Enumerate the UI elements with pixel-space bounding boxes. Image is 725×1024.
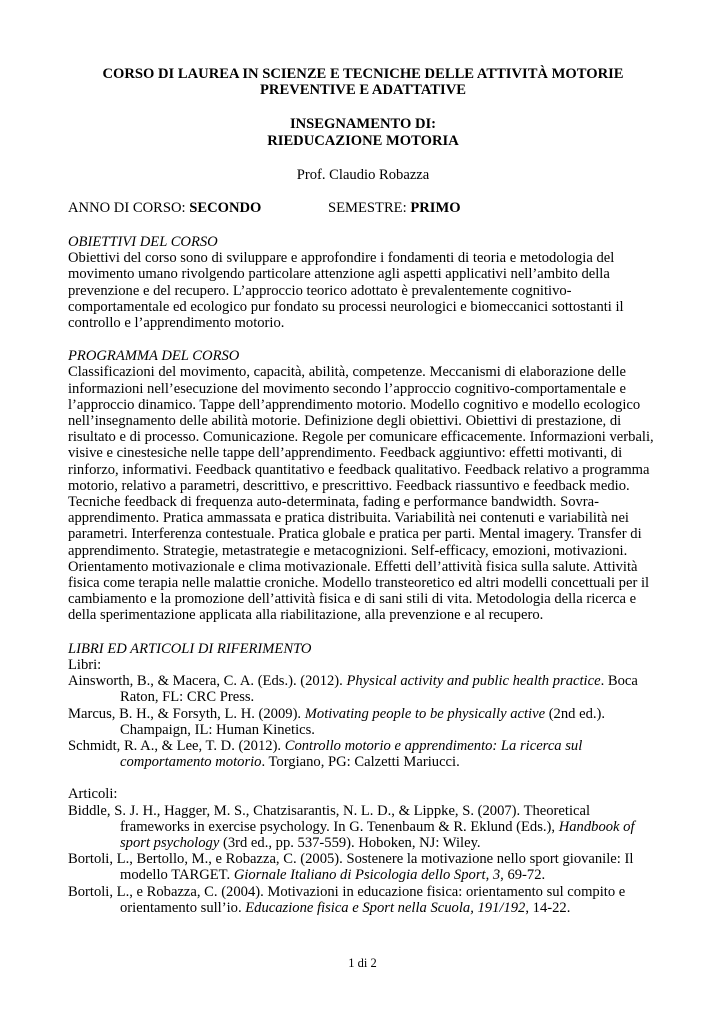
program-heading: PROGRAMMA DEL CORSO (68, 348, 240, 365)
ref-title: Physical activity and public health practice (346, 673, 601, 690)
ref-authors: Schmidt, R. A., & Lee, T. D. (2012). (68, 737, 285, 754)
article-reference (68, 803, 658, 852)
course-year-value: SECONDO (189, 200, 262, 217)
course-meta (68, 200, 658, 217)
program-text: Classificazioni del movimento, capacità, abilità, competenze. Meccanismi di elaborazione delle informazioni nell’esecuzione del movimento secondo l’approccio cognitivo-comportamentale e l’approccio dinamico. Tappe dell’apprendimento motorio. Modello cognitivo e modello ecologico nell’insegnamento delle abilità motorie. Definizione degli obiettivi. Obiettivi di prestazione, di risultato e di processo. Comunicazione. Regole per comunicare efficacemente. Informazioni verbali, visive e cinestesiche nelle tappe dell’apprendimento. Feedback aggiuntivo: effetti motivanti, di rinforzo, informativi. Feedback quantitativo e feedback qualitativo. Feedback relativo a programma motorio, relativo a parametri, descrittivo, e prescrittivo. Feedback riassuntivo e feedback medio. Tecniche feedback di frequenza auto-determinata, fading e performance bandwidth. Sovra-apprendimento. Pratica ammassata e pratica distribuita. Variabilità nei contenuti e variabilità nei parametri. Interferenza contestuale. Pratica globale e pratica per parti. Mental imagery. Transfer di apprendimento. Strategie, metastrategie e metacognizioni. Self-efficacy, emozioni, motivazioni. Orientamento motivazionale e clima motivazionale. Effetti dell’attività fisica sulla salute. Attività fisica come terapia nelle malattie croniche. Modello transteoretico ed altri modelli concettuali per il cambiamento e la promozione dell’attività fisica e di sani stili di vita. Metodologia della ricerca e della sperimentazione applicata alla riabilitazione, alla prevenzione e al recupero. (68, 364, 654, 624)
article-reference (68, 851, 658, 883)
course-year (68, 200, 261, 216)
book-reference (68, 706, 658, 738)
book-reference (68, 673, 658, 705)
ref-authors: Marcus, B. H., & Forsyth, L. H. (2009). (68, 705, 305, 722)
objectives-heading: OBIETTIVI DEL CORSO (68, 234, 218, 251)
ref-volume: , 191/192 (470, 899, 526, 916)
course-year-label: ANNO DI CORSO: (68, 200, 190, 217)
ref-publisher: (3rd ed., pp. 537-559). Hoboken, NJ: Wiley. (219, 834, 481, 851)
objectives-text: Obiettivi del corso sono di sviluppare e approfondire i fondamenti di teoria e metodologia del movimento umano rivolgendo particolare attenzione agli aspetti applicativi nell’ambito della prevenzione e del recupero. L’approccio teorico adottato è prevalentemente cognitivo-comportamentale ed ecologico pur fondato su processi neurologici e biomeccanici sottostanti il controllo e l’apprendimento motorio. (68, 250, 624, 332)
ref-title: Handbook of sport psychology (120, 818, 635, 851)
ref-authors: Bortoli, L., Bertollo, M., e Robazza, C. (2005). Sostenere la motivazione nello sport giovanile: Il modello TARGET. (68, 851, 634, 884)
page-number: 1 di 2 (348, 956, 377, 970)
course-semester (328, 200, 461, 216)
references-heading: LIBRI ED ARTICOLI DI RIFERIMENTO (68, 640, 312, 657)
course-semester-label: SEMESTRE: (328, 200, 411, 217)
teaching-title (68, 116, 658, 148)
ref-publisher: (2nd ed.). Champaign, IL: Human Kinetics. (120, 705, 606, 738)
ref-authors: Bortoli, L., e Robazza, C. (2004). Motivazioni in educazione fisica: orientamento sul compito e orientamento sull’io. (68, 883, 626, 916)
ref-authors: Ainsworth, B., & Macera, C. A. (Eds.). (2012). (68, 673, 347, 690)
course-title-line1: CORSO DI LAUREA IN SCIENZE E TECNICHE DELLE ATTIVITÀ MOTORIE (102, 66, 624, 82)
ref-pages: , 69-72. (500, 867, 546, 884)
objectives-section (68, 234, 658, 331)
program-section (68, 348, 658, 623)
teaching-title-line1: INSEGNAMENTO DI: (289, 116, 437, 133)
books-label: Libri: (68, 656, 102, 673)
teaching-title-line2: RIEDUCAZIONE MOTORIA (267, 132, 459, 149)
ref-authors: Biddle, S. J. H., Hagger, M. S., Chatzisarantis, N. L. D., & Lippke, S. (2007). Theoretical frameworks in exercise psychology. In G. Tenenbaum & R. Eklund (Eds.), (68, 802, 591, 835)
course-title-line2: PREVENTIVE E ADATTATIVE (260, 82, 466, 99)
ref-pages: , 14-22. (525, 899, 571, 916)
ref-title: Giornale Italiano di Psicologia dello Sport (233, 867, 486, 884)
course-semester-value: PRIMO (410, 200, 461, 217)
ref-title: Motivating people to be physically active (304, 705, 546, 722)
ref-publisher: . Boca Raton, FL: CRC Press. (120, 673, 638, 706)
ref-publisher: . Torgiano, PG: Calzetti Mariucci. (261, 754, 460, 771)
articles-label: Articoli: (68, 786, 118, 803)
ref-title: Controllo motorio e apprendimento: La ricerca sul comportamento motorio (120, 737, 583, 771)
article-reference (68, 884, 658, 916)
course-title (68, 66, 658, 98)
ref-title: Educazione fisica e Sport nella Scuola (245, 899, 471, 916)
references-section (68, 641, 658, 916)
book-reference (68, 738, 658, 770)
ref-volume: , 3 (485, 867, 501, 884)
professor-name: Prof. Claudio Robazza (296, 166, 430, 183)
document-content (68, 66, 658, 916)
